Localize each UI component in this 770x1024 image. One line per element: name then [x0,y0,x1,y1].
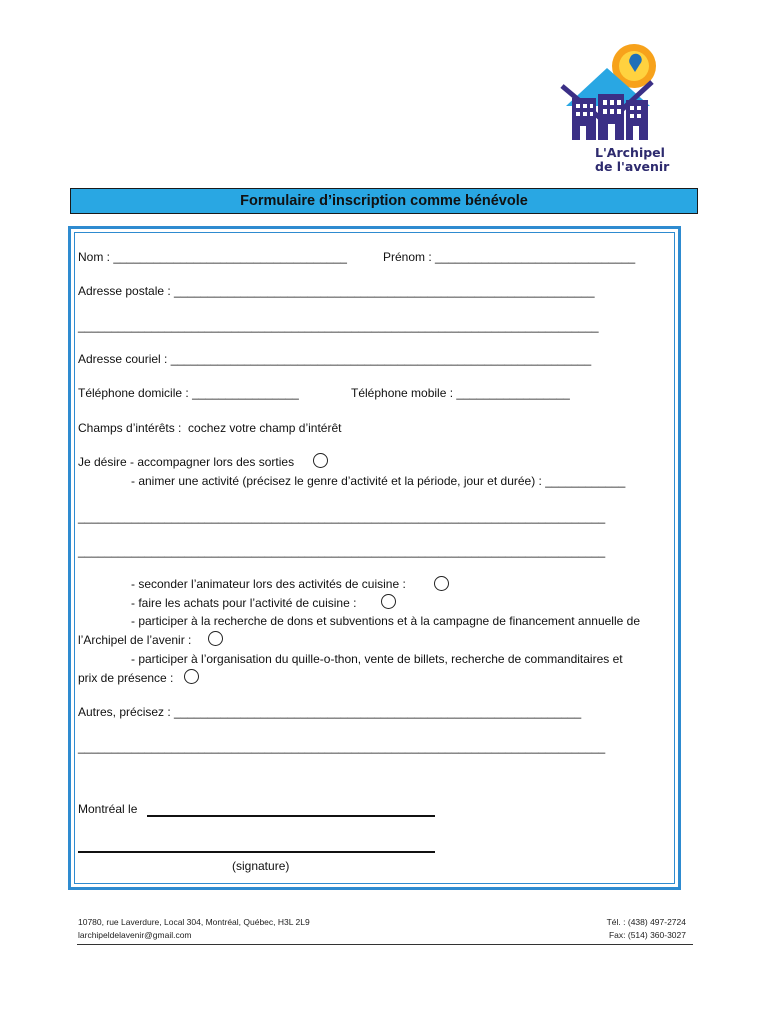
logo-line-1: L'Archipel [595,145,665,160]
form-title: Formulaire d’inscription comme bénévole [240,193,528,209]
option-seconder-checkbox[interactable] [434,576,449,591]
nom-field[interactable]: Nom : ___________________________________ [78,250,347,264]
option-dons-checkbox[interactable] [208,631,223,646]
form-title-bar [70,188,698,214]
option-achats-checkbox[interactable] [381,594,396,609]
adresse-courriel-field[interactable]: Adresse couriel : _______________________________________________________________ [78,352,592,366]
autres-field[interactable]: Autres, précisez : _____________________________________________________________ [78,705,582,719]
logo-line-2: de l'avenir [595,159,670,174]
option-animer-label[interactable]: - animer une activité (précisez le genre d’activité et la période, jour et durée) : ____________ [131,474,626,488]
footer-contact [78,916,310,942]
option-quille-checkbox[interactable] [184,669,199,684]
telephone-mobile-field[interactable]: Téléphone mobile : _________________ [351,386,570,400]
date-line[interactable] [147,815,435,817]
footer-fax: Fax: (514) 360-3027 [608,930,686,940]
option-animer-line-2[interactable]: _______________________________________________________________________________ [78,544,606,558]
footer-address: 10780, rue Laverdure, Local 304, Montréal, Québec, H3L 2L9 [78,917,310,927]
option-dons-label: - participer à la recherche de dons et subventions et à la campagne de financement annuelle de [131,614,640,628]
option-accompagner-checkbox[interactable] [313,453,328,468]
montreal-le-label: Montréal le [78,802,138,816]
signature-line[interactable] [78,851,435,853]
option-animer-line-1[interactable]: _______________________________________________________________________________ [78,510,606,524]
option-quille-label-cont: prix de présence : [78,671,174,685]
logo-text [595,146,669,174]
option-accompagner-label: Je désire - accompagner lors des sorties [78,455,295,469]
signature-caption: (signature) [232,859,290,873]
option-quille-label: - participer à l’organisation du quille-o-thon, vente de billets, recherche de commanditaires et [131,652,623,666]
footer-divider [77,944,693,945]
adresse-postale-field[interactable]: Adresse postale : _______________________________________________________________ [78,284,595,298]
footer-phones [607,916,686,942]
footer-tel: Tél. : (438) 497-2724 [606,917,686,927]
prenom-field[interactable]: Prénom : ______________________________ [383,250,636,264]
autres-line[interactable]: _______________________________________________________________________________ [78,740,606,754]
telephone-domicile-field[interactable]: Téléphone domicile : ________________ [78,386,299,400]
option-seconder-label: - seconder l’animateur lors des activités de cuisine : [131,577,406,591]
adresse-postale-line-2[interactable]: ______________________________________________________________________________ [78,319,599,333]
champs-interets-label: Champs d’intérêts : cochez votre champ d’intérêt [78,421,342,435]
option-achats-label: - faire les achats pour l’activité de cuisine : [131,596,357,610]
option-dons-label-cont: l’Archipel de l’avenir : [78,633,192,647]
footer-email: larchipeldelavenir@gmail.com [78,930,192,940]
